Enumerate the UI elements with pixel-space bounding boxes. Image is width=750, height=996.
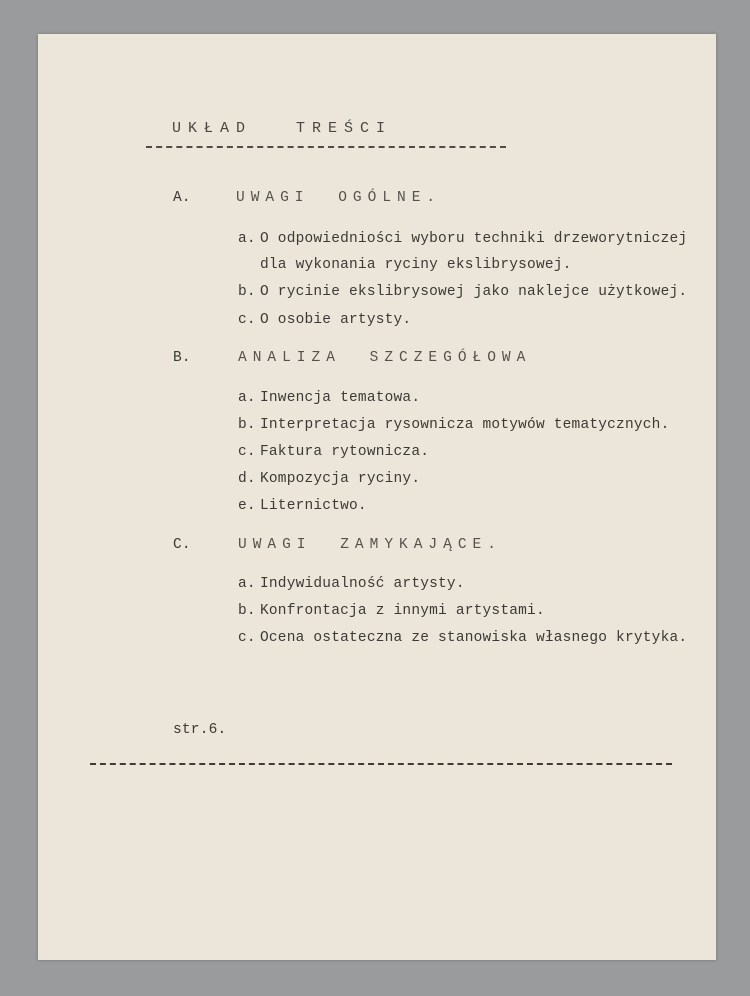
title-underline — [146, 146, 506, 148]
section-c-item-a-line-1: Indywidualność artysty. — [260, 576, 465, 592]
section-b-item-e-letter: e. — [238, 498, 256, 514]
section-c-heading: UWAGI ZAMYKAJĄCE. — [238, 537, 502, 553]
section-b-item-a-letter: a. — [238, 390, 256, 406]
section-a-item-a-line-1: O odpowiedniości wyboru techniki drzeworytniczej — [260, 231, 688, 247]
section-c-item-b-line-1: Konfrontacja z innymi artystami. — [260, 603, 545, 619]
section-a-item-c-letter: c. — [238, 312, 256, 328]
section-a-item-a-line-2: dla wykonania ryciny ekslibrysowej. — [260, 257, 572, 273]
section-b-item-b-letter: b. — [238, 417, 256, 433]
section-b-item-d-letter: d. — [238, 471, 256, 487]
page-title: UKŁAD TREŚCI — [172, 120, 393, 137]
section-a-heading: UWAGI OGÓLNE. — [236, 190, 442, 206]
section-a-item-b-line-1: O rycinie ekslibrysowej jako naklejce użytkowej. — [260, 284, 688, 300]
section-c-item-a-letter: a. — [238, 576, 256, 592]
section-b-letter: B. — [173, 350, 191, 366]
typewritten-page — [38, 34, 716, 960]
section-c-letter: C. — [173, 537, 191, 553]
section-a-letter: A. — [173, 190, 191, 206]
section-c-item-c-letter: c. — [238, 630, 256, 646]
section-b-item-c-line-1: Faktura rytownicza. — [260, 444, 430, 460]
section-b-item-e-line-1: Liternictwo. — [260, 498, 367, 514]
section-a-item-a-letter: a. — [238, 231, 256, 247]
section-b-heading: ANALIZA SZCZEGÓŁOWA — [238, 350, 532, 366]
section-b-item-a-line-1: Inwencja tematowa. — [260, 390, 421, 406]
section-c-item-b-letter: b. — [238, 603, 256, 619]
section-b-item-c-letter: c. — [238, 444, 256, 460]
section-c-item-c-line-1: Ocena ostateczna ze stanowiska własnego krytyka. — [260, 630, 688, 646]
section-a-item-c-line-1: O osobie artysty. — [260, 312, 412, 328]
page-number: str.6. — [173, 722, 227, 738]
section-b-item-d-line-1: Kompozycja ryciny. — [260, 471, 421, 487]
section-b-item-b-line-1: Interpretacja rysownicza motywów tematycznych. — [260, 417, 670, 433]
section-a-item-b-letter: b. — [238, 284, 256, 300]
bottom-dashed-rule — [90, 763, 672, 765]
